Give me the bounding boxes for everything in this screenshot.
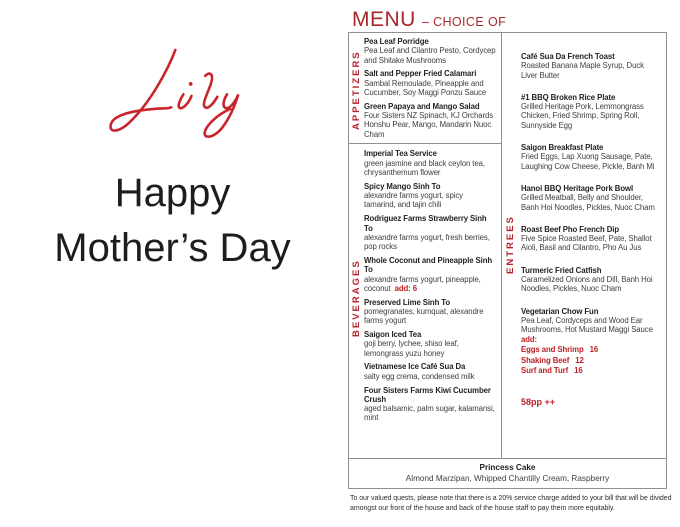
menu-price: 58pp ++ (521, 396, 556, 407)
menu-item-desc: Grilled Heritage Pork, Lemmongrass Chicken, Fried Shrimp, Spring Roll, Sunnyside Egg (521, 102, 644, 130)
menu-item-name: Vegetarian Chow Fun (521, 306, 599, 316)
menu-item-desc: Caramelized Onions and Dill, Banh Hoi Noodles, Pickles, Nuoc Cham (521, 275, 653, 294)
menu-item (364, 37, 496, 65)
service-charge-note: To our valued quests, please note that there is a 20% service charge added to your bill that will be divided amongst our front of the house and back of the house staff to pay them more equitably. (350, 495, 672, 512)
menu-item-desc: alexandre farms yogurt, fresh berries, pop rocks (364, 232, 490, 252)
menu-item-name: Café Sua Da French Toast (521, 52, 615, 61)
menu-item-desc: Pea Leaf, Cordyceps and Wood Ear Mushrooms, Hot Mustard Maggi Sauce (521, 315, 653, 335)
menu-item-name: Green Papaya and Mango Salad (364, 101, 480, 111)
menu-item (521, 225, 662, 253)
addon-name: Shaking Beef (521, 355, 570, 365)
menu-item-name: Whole Coconut and Pineapple Sinh To (364, 255, 493, 275)
menu-item (364, 386, 496, 423)
menu-item-name: Rodriguez Farms Strawberry Sinh To (364, 214, 487, 233)
menu-title (352, 8, 506, 32)
dessert-row (349, 458, 666, 488)
menu-item-name: Saigon Iced Tea (364, 330, 422, 340)
menu-item-desc: alexandre farms yogurt, spicy tamarind, and tajin chili (364, 191, 463, 210)
menu-item-desc: green jasmine and black ceylon tea, chrysanthemum flower (364, 158, 485, 178)
menu-item (364, 102, 496, 139)
menu-item-desc: Sambal Remoulade, Pineapple and Cucumber, Soy Maggi Ponzu Sauce (364, 78, 487, 97)
addon-price: 12 (575, 355, 584, 365)
menu-card (348, 32, 667, 489)
left-column-items (349, 33, 501, 458)
menu-item (364, 214, 496, 251)
dessert-desc: Almond Marzipan, Whipped Chantilly Cream, Raspberry (405, 474, 610, 483)
menu-item-desc: Grilled Meatball, Belly and Shoulder, Banh Hoi Noodles, Pickles, Nuoc Cham (521, 193, 655, 212)
addon-option (521, 366, 662, 377)
add-note: add: 6 (394, 283, 417, 293)
menu-item-desc: Four Sisters NZ Spinach, KJ Orchards Honshu Pear, Mango, Mandarin Nuoc Cham (364, 111, 493, 139)
entrees-section-label: ENTREES (505, 215, 516, 275)
menu-item (521, 307, 662, 335)
menu-item-name: Salt and Pepper Fried Calamari (364, 69, 477, 79)
beverages-section-label: BEVERAGES (351, 259, 362, 337)
addon-price: 16 (589, 345, 599, 355)
greeting-line-2: Mother’s Day (54, 226, 291, 270)
menu-item (364, 69, 496, 97)
menu-item-desc-text: alexandre farms yogurt, pineapple, coconut (364, 274, 481, 293)
menu-item (521, 266, 662, 294)
right-column (501, 33, 666, 458)
menu-item-name: Four Sisters Farms Kiwi Cucumber Crush (364, 385, 491, 404)
section-divider (349, 143, 501, 144)
menu-item (521, 52, 662, 80)
menu-item-name: Vietnamese Ice Café Sua Da (364, 362, 466, 372)
menu-item-name: Turmeric Fried Catfish (521, 265, 602, 275)
addon-price: 16 (574, 366, 583, 376)
dessert-name: Princess Cake (479, 463, 536, 472)
left-column (349, 33, 501, 458)
menu-item-desc (364, 275, 496, 294)
menu-item (521, 143, 662, 171)
menu-item-desc: Pea Leaf and Cilantro Pesto, Cordycep and Shitake Mushrooms (364, 46, 496, 65)
menu-item-name: Spicy Mango Sinh To (364, 181, 441, 191)
addons-block (521, 335, 662, 377)
menu-item (364, 182, 496, 210)
menu-item (364, 298, 496, 326)
lily-signature-logo (80, 40, 290, 152)
appetizers-section-label: APPETIZERS (351, 50, 362, 130)
addon-option (521, 345, 662, 356)
menu-item-desc: pomegranates, kumquat, alexandre farms yogurt (364, 306, 484, 326)
menu-item-desc: goji berry, lychee, shiso leaf, lemongrass yuzu honey (364, 339, 459, 358)
menu-item-name: #1 BBQ Broken Rice Plate (521, 92, 616, 102)
menu-item-desc: Roasted Banana Maple Syrup, Duck Liver Butter (521, 61, 644, 80)
right-column-items (502, 33, 666, 458)
addons-heading: add: (521, 334, 538, 344)
menu-item-desc: Five Spice Roasted Beef, Pate, Shallot Aioli, Basil and Cilantro, Pho Au Jus (521, 234, 652, 253)
lily-script-icon (80, 40, 290, 152)
menu-item-name: Roast Beef Pho French Dip (521, 224, 620, 234)
menu-item-desc: Fried Eggs, Lap Xuong Sausage, Pate, Laughing Cow Cheese, Pickle, Banh Mi (521, 152, 655, 171)
menu-item-name: Saigon Breakfast Plate (521, 143, 604, 153)
menu-item (364, 362, 496, 381)
menu-item-name: Preserved Lime Sinh To (364, 297, 451, 307)
menu-columns (349, 33, 666, 458)
menu-item (521, 184, 662, 212)
menu-item (521, 93, 662, 130)
menu-item-desc: aged balsamic, palm sugar, kalamansi, mint (364, 404, 495, 423)
menu-title-text: MENU (352, 8, 416, 31)
greeting-line-1: Happy (114, 171, 231, 215)
menu-item-name: Hanoi BBQ Heritage Pork Bowl (521, 183, 634, 193)
menu-item-name: Imperial Tea Service (364, 149, 437, 159)
addon-name: Eggs and Shrimp (521, 345, 584, 355)
menu-item (364, 149, 496, 177)
greeting (0, 166, 345, 276)
addon-option (521, 356, 662, 367)
menu-item-name: Pea Leaf Porridge (364, 37, 429, 46)
menu-subtitle: – CHOICE OF (421, 15, 507, 29)
addon-name: Surf and Turf (521, 366, 569, 376)
menu-item (364, 330, 496, 358)
menu-item (364, 256, 496, 293)
menu-item-desc: salty egg crema, condensed milk (364, 371, 475, 381)
